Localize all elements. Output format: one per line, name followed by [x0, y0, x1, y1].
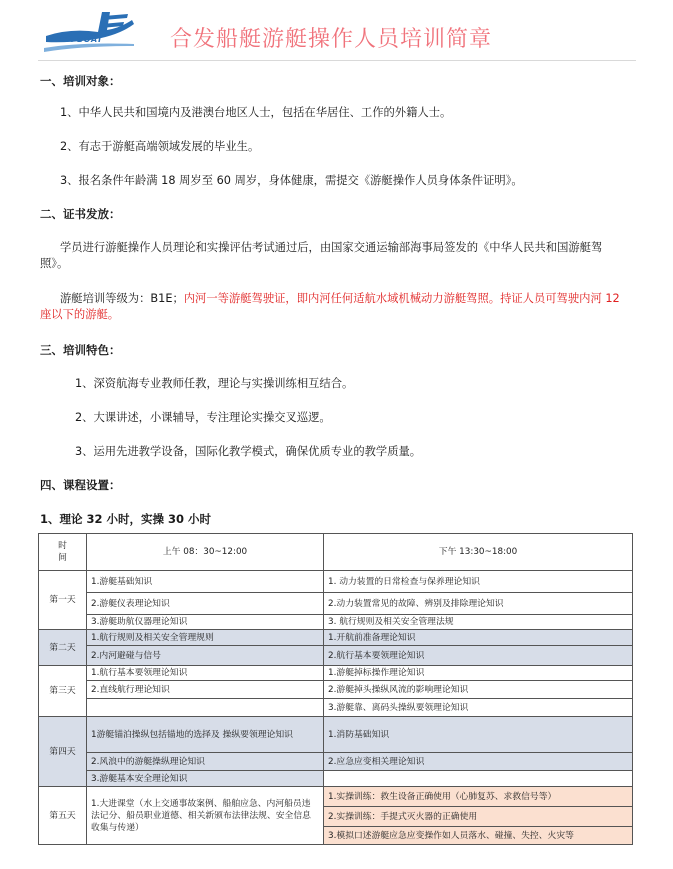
am-header: 上午 08：30~12:00 — [87, 534, 324, 571]
header-divider — [38, 60, 636, 61]
am-session: 3.游艇助航仪器理论知识 — [87, 615, 324, 630]
am-session: 1.航行规则及相关安全管理规则 — [87, 630, 324, 646]
pm-session: 2.实操训练：手提式灭火器的正确使用 — [324, 807, 633, 827]
table-row — [39, 666, 633, 681]
audience-item-2: 2、有志于游艇高端领域发展的毕业生。 — [60, 140, 260, 153]
time-header-cell — [39, 534, 87, 571]
audience-item-3: 3、报名条件年龄满 18 周岁至 60 周岁，身体健康，需提交《游艇操作人员身体条件证明》。 — [60, 174, 523, 187]
table-row — [39, 753, 633, 771]
table-row — [39, 571, 633, 593]
pm-session: 1.游艇掉标操作理论知识 — [324, 666, 633, 681]
section-heading-audience: 一、培训对象： — [40, 74, 121, 88]
certificate-paragraph-line-1: 学员进行游艇操作人员理论和实操评估考试通过后，由国家交通运输部海事局签发的《中华人民共和国游艇驾 — [60, 241, 603, 254]
table-row — [39, 593, 633, 615]
table-header-row — [39, 534, 633, 571]
pm-session: 1. 动力装置的日常检查与保养理论知识 — [324, 571, 633, 593]
time-label-bottom: 间 — [58, 553, 67, 563]
logo-text: HEFA BOAT — [49, 35, 103, 44]
feature-item-3: 3、运用先进教学设备，国际化教学模式，确保优质专业的教学质量。 — [75, 445, 422, 458]
pm-session: 1.开航前准备理论知识 — [324, 630, 633, 646]
pm-session: 1.实操训练：救生设备正确使用（心肺复苏、求救信号等） — [324, 787, 633, 807]
day-label: 第五天 — [39, 787, 87, 845]
am-session: 2.直线航行理论知识 — [87, 681, 324, 699]
table-row — [39, 630, 633, 646]
am-session: 3.游艇基本安全理论知识 — [87, 771, 324, 787]
am-session: 1游艇锚泊操纵包括锚地的选择及 操纵要领理论知识 — [87, 717, 324, 753]
pm-session: 3.模拟口述游艇应急应变操作如人员落水、碰撞、失控、火灾等 — [324, 827, 633, 845]
am-session: 2.风浪中的游艇操纵理论知识 — [87, 753, 324, 771]
grade-line-2: 座以下的游艇。 — [40, 308, 120, 321]
am-session: 2.内河避碰与信号 — [87, 646, 324, 666]
certificate-paragraph-line-2: 照》。 — [40, 257, 69, 270]
table-row — [39, 681, 633, 699]
table-row — [39, 717, 633, 753]
course-schedule-table — [38, 533, 633, 845]
section-heading-courses: 四、课程设置： — [40, 478, 121, 492]
pm-session: 2.航行基本要领理论知识 — [324, 646, 633, 666]
grade-line-1 — [60, 292, 620, 306]
day-label: 第四天 — [39, 717, 87, 787]
pm-session: 1.消防基础知识 — [324, 717, 633, 753]
pm-session: 2.动力装置常见的故障、辨别及排除理论知识 — [324, 593, 633, 615]
table-row — [39, 615, 633, 630]
page-title: 合发船艇游艇操作人员培训简章 — [170, 27, 493, 52]
section-heading-certificate: 二、证书发放： — [40, 207, 121, 221]
empty-cell — [324, 771, 633, 787]
day-label: 第一天 — [39, 571, 87, 630]
document-header — [0, 0, 673, 62]
pm-header: 下午 13:30~18:00 — [324, 534, 633, 571]
pm-session: 2.游艇掉头操纵风流的影响理论知识 — [324, 681, 633, 699]
section-heading-features: 三、培训特色： — [40, 343, 121, 357]
empty-cell — [87, 699, 324, 717]
table-row — [39, 771, 633, 787]
table-row — [39, 646, 633, 666]
day-label: 第三天 — [39, 666, 87, 717]
feature-item-2: 2、大课讲述，小课辅导，专注理论实操交叉巡逻。 — [75, 411, 331, 424]
pm-session: 3.游艇靠、离码头操纵要领理论知识 — [324, 699, 633, 717]
pm-session: 2.应急应变相关理论知识 — [324, 753, 633, 771]
pm-session: 3. 航行规则及相关安全管理法规 — [324, 615, 633, 630]
table-row — [39, 787, 633, 807]
table-row — [39, 699, 633, 717]
grade-prefix: 游艇培训等级为：B1E； — [60, 292, 184, 305]
course-hours-subheading: 1、理论 32 小时，实操 30 小时 — [40, 512, 212, 526]
am-session: 1.游艇基础知识 — [87, 571, 324, 593]
day-label: 第二天 — [39, 630, 87, 666]
audience-item-1: 1、中华人民共和国境内及港澳台地区人士，包括在华居住、工作的外籍人士。 — [60, 106, 452, 119]
time-label-top: 时 — [58, 541, 67, 551]
am-session: 1.航行基本要领理论知识 — [87, 666, 324, 681]
hefa-boat-logo — [40, 6, 138, 56]
feature-item-1: 1、深资航海专业教师任教，理论与实操训练相互结合。 — [75, 377, 354, 390]
grade-description: 内河一等游艇驾驶证，即内河任何适航水域机械动力游艇驾照。持证人员可驾驶内河 12 — [183, 292, 620, 305]
am-session: 1.大进课堂（水上交通事故案例、船舶应急、内河船员违法记分、船员职业道德、相关新颁布法律法规、安全信息收集与传递） — [87, 787, 324, 845]
am-session: 2.游艇仪表理论知识 — [87, 593, 324, 615]
